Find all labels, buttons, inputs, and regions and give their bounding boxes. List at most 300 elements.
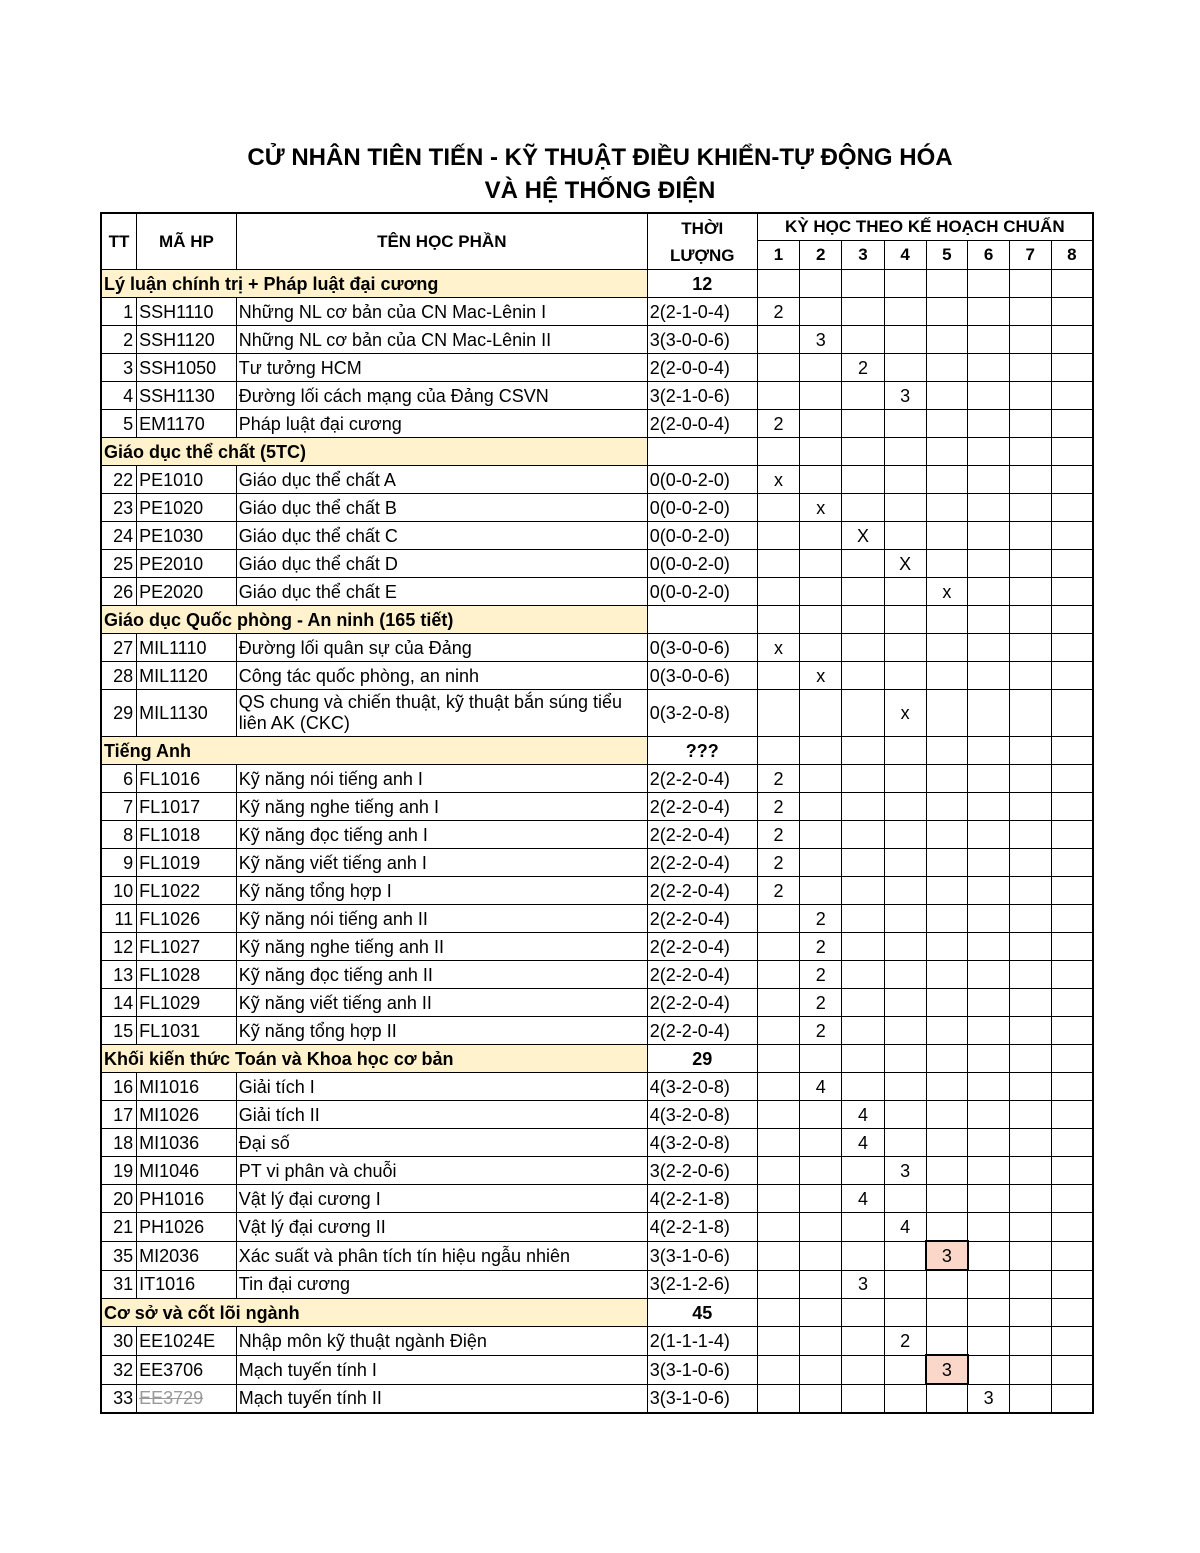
- semester-cell: [1009, 410, 1051, 438]
- semester-cell: [884, 1270, 926, 1299]
- course-row: [101, 1241, 1093, 1270]
- semester-cell: [926, 877, 968, 905]
- course-duration: 2(2-2-0-4): [647, 933, 757, 961]
- semester-cell: [842, 662, 885, 690]
- course-number: 4: [101, 382, 137, 410]
- semester-cell: [757, 1384, 800, 1413]
- course-row: [101, 821, 1093, 849]
- semester-cell: [1009, 1157, 1051, 1185]
- semester-cell: [968, 989, 1010, 1017]
- semester-cell: [757, 690, 800, 737]
- semester-cell: [800, 1327, 842, 1356]
- course-name: Kỹ năng nghe tiếng anh II: [236, 933, 647, 961]
- semester-mark: 4: [884, 1213, 926, 1242]
- course-row: [101, 989, 1093, 1017]
- semester-mark: 3: [926, 1355, 968, 1384]
- semester-cell: [968, 634, 1010, 662]
- page-title-line1: CỬ NHÂN TIÊN TIẾN - KỸ THUẬT ĐIỀU KHIỂN-TỰ ĐỘNG HÓA: [247, 144, 953, 171]
- course-code: FL1022: [137, 877, 237, 905]
- course-number: 27: [101, 634, 137, 662]
- course-number: 29: [101, 690, 137, 737]
- semester-cell: [884, 765, 926, 793]
- semester-cell: [842, 933, 885, 961]
- course-name: PT vi phân và chuỗi: [236, 1157, 647, 1185]
- semester-cell: [1009, 1241, 1051, 1270]
- semester-cell: [884, 410, 926, 438]
- course-row: [101, 1185, 1093, 1213]
- semester-cell: [884, 989, 926, 1017]
- semester-cell: [1051, 1017, 1093, 1045]
- course-name: Giáo dục thể chất B: [236, 494, 647, 522]
- semester-cell: [842, 1241, 885, 1270]
- group-row: [101, 1299, 1093, 1327]
- header-semester-4: 4: [884, 241, 926, 270]
- semester-cell: [842, 438, 885, 466]
- course-duration: 2(2-2-0-4): [647, 1017, 757, 1045]
- header-semester-group: KỲ HỌC THEO KẾ HOẠCH CHUẨN: [757, 213, 1093, 241]
- semester-cell: [968, 438, 1010, 466]
- semester-cell: [926, 382, 968, 410]
- course-code: MI1026: [137, 1101, 237, 1129]
- page-title-line2: VÀ HỆ THỐNG ĐIỆN: [484, 177, 716, 204]
- semester-cell: [968, 1129, 1010, 1157]
- semester-cell: [1051, 354, 1093, 382]
- semester-cell: [757, 270, 800, 298]
- semester-cell: [800, 354, 842, 382]
- course-name: Tin đại cương: [236, 1270, 647, 1299]
- semester-cell: [926, 737, 968, 765]
- semester-cell: [800, 1384, 842, 1413]
- course-code: MI2036: [137, 1241, 237, 1270]
- semester-cell: [1009, 634, 1051, 662]
- semester-cell: [884, 905, 926, 933]
- semester-cell: [1009, 578, 1051, 606]
- semester-cell: [757, 1157, 800, 1185]
- semester-cell: [800, 1129, 842, 1157]
- course-duration: 0(3-0-0-6): [647, 634, 757, 662]
- semester-cell: [968, 1327, 1010, 1356]
- semester-mark: 2: [884, 1327, 926, 1356]
- course-number: 19: [101, 1157, 137, 1185]
- semester-cell: [926, 765, 968, 793]
- semester-cell: [884, 1073, 926, 1101]
- semester-cell: [800, 1355, 842, 1384]
- course-number: 3: [101, 354, 137, 382]
- course-row: [101, 793, 1093, 821]
- semester-cell: [926, 989, 968, 1017]
- course-row: [101, 933, 1093, 961]
- semester-cell: [800, 466, 842, 494]
- course-duration: 3(2-2-0-6): [647, 1157, 757, 1185]
- semester-cell: [926, 1101, 968, 1129]
- semester-cell: [757, 550, 800, 578]
- semester-mark: X: [842, 522, 885, 550]
- course-name: Kỹ năng đọc tiếng anh I: [236, 821, 647, 849]
- semester-mark: 2: [757, 765, 800, 793]
- semester-cell: [1009, 606, 1051, 634]
- course-code: EM1170: [137, 410, 237, 438]
- course-code: FL1017: [137, 793, 237, 821]
- course-name: Đại số: [236, 1129, 647, 1157]
- course-row: [101, 1213, 1093, 1242]
- header-semester-5: 5: [926, 241, 968, 270]
- group-label: Giáo dục thể chất (5TC): [101, 438, 647, 466]
- semester-mark: 2: [757, 410, 800, 438]
- semester-cell: [926, 933, 968, 961]
- course-name: Tư tưởng HCM: [236, 354, 647, 382]
- course-name: Kỹ năng viết tiếng anh I: [236, 849, 647, 877]
- course-row: [101, 410, 1093, 438]
- course-number: 6: [101, 765, 137, 793]
- semester-mark: 3: [800, 326, 842, 354]
- semester-cell: [800, 1045, 842, 1073]
- semester-mark: 2: [757, 877, 800, 905]
- course-name: Kỹ năng nghe tiếng anh I: [236, 793, 647, 821]
- semester-cell: [1051, 933, 1093, 961]
- course-name: Giải tích I: [236, 1073, 647, 1101]
- course-name: Giải tích II: [236, 1101, 647, 1129]
- semester-cell: [1009, 737, 1051, 765]
- course-number: 31: [101, 1270, 137, 1299]
- course-number: 5: [101, 410, 137, 438]
- course-row: [101, 550, 1093, 578]
- semester-cell: [926, 1185, 968, 1213]
- semester-cell: [968, 905, 1010, 933]
- course-duration: 0(3-0-0-6): [647, 662, 757, 690]
- course-number: 9: [101, 849, 137, 877]
- semester-cell: [1051, 438, 1093, 466]
- course-code: MIL1120: [137, 662, 237, 690]
- course-number: 16: [101, 1073, 137, 1101]
- semester-cell: [1051, 1185, 1093, 1213]
- course-number: 33: [101, 1384, 137, 1413]
- semester-cell: [968, 1045, 1010, 1073]
- course-code: MI1036: [137, 1129, 237, 1157]
- semester-cell: [757, 1270, 800, 1299]
- semester-cell: [926, 1384, 968, 1413]
- course-name: Pháp luật đại cương: [236, 410, 647, 438]
- semester-cell: [800, 849, 842, 877]
- course-number: 2: [101, 326, 137, 354]
- semester-mark: 2: [842, 354, 885, 382]
- course-number: 22: [101, 466, 137, 494]
- course-duration: 4(3-2-0-8): [647, 1073, 757, 1101]
- course-code: FL1019: [137, 849, 237, 877]
- semester-cell: [1009, 1185, 1051, 1213]
- semester-cell: [968, 849, 1010, 877]
- semester-cell: [842, 1073, 885, 1101]
- course-duration: 3(3-1-0-6): [647, 1384, 757, 1413]
- course-duration: 3(2-1-0-6): [647, 382, 757, 410]
- course-code: SSH1050: [137, 354, 237, 382]
- course-number: 7: [101, 793, 137, 821]
- semester-cell: [800, 438, 842, 466]
- semester-cell: [968, 298, 1010, 326]
- course-number: 30: [101, 1327, 137, 1356]
- semester-cell: [1051, 877, 1093, 905]
- group-credits: 12: [647, 270, 757, 298]
- course-code: FL1029: [137, 989, 237, 1017]
- semester-cell: [757, 1045, 800, 1073]
- course-duration: 2(2-2-0-4): [647, 877, 757, 905]
- semester-cell: [1051, 522, 1093, 550]
- course-duration: 2(2-2-0-4): [647, 793, 757, 821]
- course-duration: 0(0-0-2-0): [647, 494, 757, 522]
- course-name: Giáo dục thể chất E: [236, 578, 647, 606]
- group-row: [101, 438, 1093, 466]
- semester-cell: [1009, 1213, 1051, 1242]
- semester-mark: x: [757, 634, 800, 662]
- semester-cell: [884, 466, 926, 494]
- semester-cell: [1051, 298, 1093, 326]
- course-number: 18: [101, 1129, 137, 1157]
- semester-cell: [1051, 270, 1093, 298]
- course-duration: 2(2-2-0-4): [647, 765, 757, 793]
- group-label: Cơ sở và cốt lõi ngành: [101, 1299, 647, 1327]
- semester-cell: [1051, 1045, 1093, 1073]
- semester-cell: [1051, 1213, 1093, 1242]
- course-number: 23: [101, 494, 137, 522]
- semester-cell: [800, 765, 842, 793]
- semester-cell: [968, 550, 1010, 578]
- semester-cell: [1009, 1129, 1051, 1157]
- course-duration: 2(2-0-0-4): [647, 354, 757, 382]
- course-name: Giáo dục thể chất C: [236, 522, 647, 550]
- semester-cell: [1009, 849, 1051, 877]
- semester-cell: [842, 737, 885, 765]
- course-duration: 2(2-2-0-4): [647, 821, 757, 849]
- semester-cell: [926, 466, 968, 494]
- course-code: MIL1130: [137, 690, 237, 737]
- course-name: Kỹ năng tổng hợp I: [236, 877, 647, 905]
- semester-mark: 3: [884, 382, 926, 410]
- course-number: 26: [101, 578, 137, 606]
- semester-cell: [1051, 494, 1093, 522]
- course-code: EE1024E: [137, 1327, 237, 1356]
- semester-cell: [1051, 765, 1093, 793]
- semester-cell: [968, 933, 1010, 961]
- course-code: PE1020: [137, 494, 237, 522]
- semester-cell: [968, 1073, 1010, 1101]
- semester-cell: [884, 933, 926, 961]
- course-number: 21: [101, 1213, 137, 1242]
- course-code: EE3706: [137, 1355, 237, 1384]
- course-code: PH1016: [137, 1185, 237, 1213]
- semester-cell: [1051, 989, 1093, 1017]
- course-name: Kỹ năng nói tiếng anh I: [236, 765, 647, 793]
- semester-cell: [968, 410, 1010, 438]
- header-duration: THỜI LƯỢNG: [647, 213, 757, 270]
- semester-cell: [800, 793, 842, 821]
- group-row: [101, 606, 1093, 634]
- course-code: SSH1120: [137, 326, 237, 354]
- course-code: PE2020: [137, 578, 237, 606]
- course-code: EE3729: [137, 1384, 237, 1413]
- semester-cell: [926, 662, 968, 690]
- semester-mark: x: [926, 578, 968, 606]
- header-code: MÃ HP: [137, 213, 237, 270]
- semester-cell: [1009, 1073, 1051, 1101]
- semester-cell: [926, 634, 968, 662]
- semester-cell: [1051, 466, 1093, 494]
- semester-mark: X: [884, 550, 926, 578]
- header-semester-2: 2: [800, 241, 842, 270]
- semester-cell: [842, 877, 885, 905]
- course-row: [101, 1327, 1093, 1356]
- course-row: [101, 298, 1093, 326]
- semester-cell: [1009, 765, 1051, 793]
- semester-cell: [1009, 326, 1051, 354]
- semester-cell: [842, 793, 885, 821]
- group-credits: [647, 438, 757, 466]
- semester-cell: [926, 1299, 968, 1327]
- semester-cell: [757, 1299, 800, 1327]
- semester-cell: [1051, 690, 1093, 737]
- semester-cell: [968, 961, 1010, 989]
- course-row: [101, 1270, 1093, 1299]
- semester-cell: [1051, 662, 1093, 690]
- group-row: [101, 270, 1093, 298]
- course-code: SSH1130: [137, 382, 237, 410]
- header-tt: TT: [101, 213, 137, 270]
- semester-cell: [757, 1355, 800, 1384]
- course-row: [101, 877, 1093, 905]
- semester-cell: [968, 821, 1010, 849]
- semester-cell: [757, 1129, 800, 1157]
- header-semester-1: 1: [757, 241, 800, 270]
- course-duration: 3(3-0-0-6): [647, 326, 757, 354]
- group-credits: ???: [647, 737, 757, 765]
- semester-cell: [926, 410, 968, 438]
- course-number: 1: [101, 298, 137, 326]
- semester-cell: [842, 382, 885, 410]
- course-row: [101, 849, 1093, 877]
- semester-cell: [800, 821, 842, 849]
- semester-cell: [926, 326, 968, 354]
- semester-cell: [842, 1157, 885, 1185]
- semester-cell: [842, 849, 885, 877]
- semester-cell: [1009, 877, 1051, 905]
- semester-cell: [800, 410, 842, 438]
- semester-cell: [800, 737, 842, 765]
- semester-cell: [926, 354, 968, 382]
- semester-cell: [842, 494, 885, 522]
- semester-cell: [1051, 1157, 1093, 1185]
- course-row: [101, 382, 1093, 410]
- course-duration: 4(3-2-0-8): [647, 1101, 757, 1129]
- semester-cell: [1009, 382, 1051, 410]
- semester-cell: [1009, 1270, 1051, 1299]
- course-name: QS chung và chiến thuật, kỹ thuật bắn súng tiểu liên AK (CKC): [236, 690, 647, 737]
- semester-cell: [1051, 410, 1093, 438]
- semester-cell: [757, 1101, 800, 1129]
- semester-cell: [968, 1101, 1010, 1129]
- course-code: FL1028: [137, 961, 237, 989]
- semester-cell: [968, 270, 1010, 298]
- course-duration: 2(2-1-0-4): [647, 298, 757, 326]
- semester-cell: [842, 326, 885, 354]
- semester-mark: 2: [757, 821, 800, 849]
- semester-cell: [800, 298, 842, 326]
- semester-cell: [800, 690, 842, 737]
- semester-cell: [1009, 1327, 1051, 1356]
- semester-cell: [968, 737, 1010, 765]
- header-semester-6: 6: [968, 241, 1010, 270]
- semester-cell: [757, 961, 800, 989]
- semester-cell: [842, 765, 885, 793]
- semester-cell: [1051, 961, 1093, 989]
- course-name: Mạch tuyến tính II: [236, 1384, 647, 1413]
- course-duration: 3(3-1-0-6): [647, 1241, 757, 1270]
- semester-cell: [842, 466, 885, 494]
- semester-cell: [1009, 354, 1051, 382]
- course-name: Đường lối cách mạng của Đảng CSVN: [236, 382, 647, 410]
- semester-cell: [800, 1241, 842, 1270]
- semester-cell: [800, 578, 842, 606]
- semester-cell: [968, 765, 1010, 793]
- header-semester-7: 7: [1009, 241, 1051, 270]
- group-row: [101, 1045, 1093, 1073]
- course-number: 13: [101, 961, 137, 989]
- course-row: [101, 522, 1093, 550]
- semester-cell: [926, 606, 968, 634]
- semester-cell: [968, 690, 1010, 737]
- course-row: [101, 578, 1093, 606]
- semester-cell: [968, 1185, 1010, 1213]
- course-duration: 4(2-2-1-8): [647, 1185, 757, 1213]
- semester-cell: [884, 877, 926, 905]
- semester-cell: [1051, 382, 1093, 410]
- semester-cell: [968, 494, 1010, 522]
- course-code: FL1018: [137, 821, 237, 849]
- course-row: [101, 690, 1093, 737]
- semester-cell: [757, 1017, 800, 1045]
- semester-cell: [926, 961, 968, 989]
- semester-cell: [884, 578, 926, 606]
- semester-mark: 3: [926, 1241, 968, 1270]
- course-row: [101, 1017, 1093, 1045]
- semester-cell: [926, 905, 968, 933]
- course-code: SSH1110: [137, 298, 237, 326]
- semester-cell: [884, 1384, 926, 1413]
- course-duration: 2(2-2-0-4): [647, 849, 757, 877]
- semester-cell: [926, 1045, 968, 1073]
- course-code: IT1016: [137, 1270, 237, 1299]
- semester-cell: [757, 989, 800, 1017]
- semester-cell: [842, 1355, 885, 1384]
- semester-cell: [842, 1299, 885, 1327]
- semester-cell: [926, 1129, 968, 1157]
- semester-mark: 4: [800, 1073, 842, 1101]
- semester-cell: [884, 1129, 926, 1157]
- course-name: Vật lý đại cương I: [236, 1185, 647, 1213]
- semester-cell: [968, 1017, 1010, 1045]
- semester-cell: [968, 1270, 1010, 1299]
- semester-cell: [968, 354, 1010, 382]
- course-row: [101, 354, 1093, 382]
- semester-mark: 2: [757, 793, 800, 821]
- group-credits: 29: [647, 1045, 757, 1073]
- semester-cell: [800, 606, 842, 634]
- course-row: [101, 662, 1093, 690]
- course-code: PH1026: [137, 1213, 237, 1242]
- course-number: 11: [101, 905, 137, 933]
- course-duration: 3(2-1-2-6): [647, 1270, 757, 1299]
- course-duration: 2(2-2-0-4): [647, 961, 757, 989]
- semester-cell: [800, 1157, 842, 1185]
- course-row: [101, 634, 1093, 662]
- course-duration: 0(3-2-0-8): [647, 690, 757, 737]
